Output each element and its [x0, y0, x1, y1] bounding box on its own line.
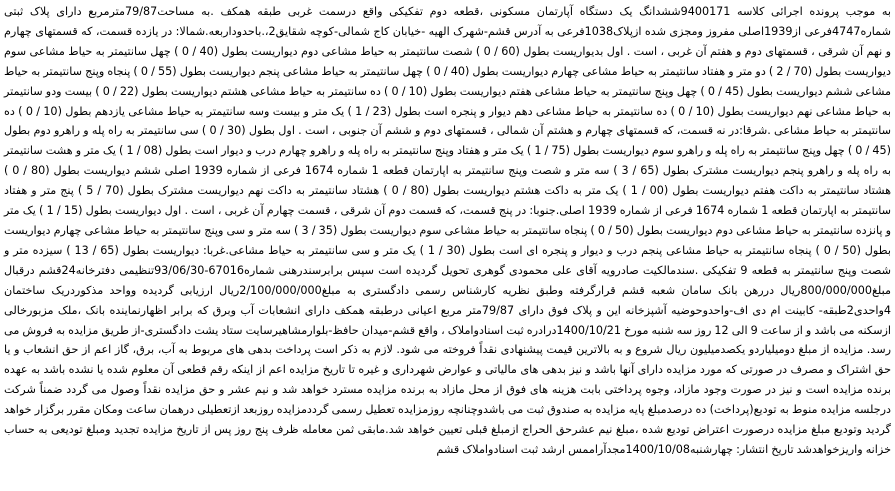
- auction-notice-text: به موجب پرونده اجرائی کلاسه 9400171ششدانگ یک دستگاه آپارتمان مسکونی ،قطعه دوم تفکیکی واقع درسمت غربی طبقه همکف .به مساحت79/87مترمربع دارای پلاک ثبتی شماره4747فرعی از1939اصلی مفروز ومجزی شده ازپلاک1038فرعی به آدرس قشم-شهرک الهیه -خیابان کاج شمالی-کوچه شقایق2،.باحدوداربعه.شمالا: در یازده قسمت، که قسمتهای چهارم و نهم آن شرقی ، قسمتهای دوم و هفتم آن غربی ، است . اول بدیواریست بطول (60 / 0 ) شصت سانتیمتر به حیاط مشاعی دوم دیواریست بطول (40 / 0 ) چهل سانتیمتر به حیاط مشاعی سوم دیواریست بطول (70 / 2 ) دو متر و هفتاد سانتیمتر به حیاط مشاعی چهارم دیواریست بطول (40 / 0 ) چهل سانتیمتر به حیاط مشاعی پنجم دیواریست بطول (55 / 0 ) پنجاه وپنج سانتیمتر به حیاط مشاعی ششم دیواریست بطول (45 / 0 ) چهل وپنج سانتیمتر به حیاط مشاعی هفتم دیواریست بطول (10 / 0 ) ده سانتیمتر به حیاط مشاعی هشتم دیواریست بطول (22 / 0 ) بیست ودو سانتیمتر به حیاط مشاعی نهم دیواریست بطول (10 / 0 ) ده سانتیمتر به حیاط مشاعی دهم دیوار و پنجره است بطول (23 / 1 ) یک متر و بیست وسه سانتیمتر به حیاط مشاعی یازدهم بطول (10 / 0 ) ده سانتیمتر به حیاط مشاعی .شرقا:در نه قسمت، که قسمتهای چهارم و هشتم آن شمالی ، قسمتهای دوم و ششم آن جنوبی ، است . اول بطول (30 / 0 ) سی سانتیمتر به راه پله و راهرو دوم بطول (45 / 0 ) چهل وپنج سانتیمتر به راه پله و راهرو سوم دیواریست بطول (75 / 1 ) یک متر و هفتاد وپنج سانتیمتر به راه پله و راهرو چهارم درب و دیوار است بطول (08 / 1 ) یک متر و هشت سانتیمتر به راه پله و راهرو پنجم دیواریست مشترک بطول (65 / 3 ) سه متر و شصت وپنج سانتیمتر به اپارتمان قطعه 1 شماره 1674 فرعی از شماره 1939 اصلی ششم دیواریست بطول (80 / 0 ) هشتاد سانتیمتر به داکت هفتم دیواریست بطول (00 / 1 ) یک متر به داکت هشتم دیواریست بطول (80 / 0 ) هشتاد سانتیمتر به داکت نهم دیواریست مشترک بطول (70 / 5 ) پنج متر و هفتاد سانتیمتر به اپارتمان قطعه 1 شماره 1674 فرعی از شماره 1939 اصلی.جنوبا: در پنج قسمت، که قسمت دوم آن شرقی ، قسمت چهارم آن غربی ، است . اول دیواریست بطول (15 / 1 ) یک متر و پانزده سانتیمتر به حیاط مشاعی دوم دیواریست بطول (50 / 0 ) پنجاه سانتیمتر به حیاط مشاعی سوم دیواریست بطول (35 / 3 ) سه متر و سی وپنج سانتیمتر به حیاط مشاعی چهارم دیواریست بطول (50 / 0 ) پنجاه سانتیمتر به حیاط مشاعی پنجم درب و دیوار و پنجره ای است بطول (30 / 1 ) یک متر و سی سانتیمتر به حیاط مشاعی.غربا: دیواریست بطول (65 / 13 ) سیزده متر و شصت وپنج سانتیمتر به قطعه 9 تفکیکی .سندمالکیت صادرویه آقای علی محمودی گوهری تحویل گردیده است سپس برابرسندرهنی شماره67016-93/06/30تنظیمی دفترخانه24قشم درقبال مبلغ800/000/000ریال دررهن بانک سامان شعبه قشم قرارگرفته وطبق نظریه کارشناس رسمی دادگستری به مبلغ2/100/000/000ریال ارزیابی گردیده وواحد مذکوردریک ساختمان 4واحدی2طبقه- کابینت ام دی اف-واحدوحوضیه آشپزخانه این و پلاک فوق دارای 79/87متر مربع اعیانی درطبقه همکف دارای انشعابات آب وبرق که برابر اظهارنماینده بانک ،ملک مزبورخالی ازسکنه می باشد و از ساعت 9 الی 12 روز سه شنبه مورخ 1400/10/21درادره ثبت اسنادواملاک ، واقع قشم-میدان حافظ-بلوارمشاهیرسایت ستاد یشت دادگستری-از طریق مزایده به فروش می رسد. مزایده از مبلغ دومیلیاردو یکصدمیلیون ریال شروع و به بالاترین قیمت پیشنهادی نقداً فروخته می شود. لازم به ذکر است پرداخت بدهی های مربوط به آب، برق، گاز اعم از حق انشعاب و یا حق اشتراک و مصرف در صورتی که مورد مزایده دارای آنها باشد و نیز بدهی های مالیاتی و عوارض شهرداری و غیره تا تاریخ مزایده اعم از اینکه رقم قطعی آن معلوم شده یا نشده باشد به عهده برنده مزایده است و نیز در صورت وجود مازاد، وجوه پرداختی بابت هزینه های فوق از محل مازاد به برنده مزایده مسترد خواهد شد و نیم عشر و حق مزایده نقداً وصول می گردد ضمناً شرکت درجلسه مزایده منوط به تودیع(پرداخت) ده درصدمبلغ پایه مزایده به صندوق ثبت می باشدوچنانچه روزمزایده تعطیل رسمی گرددمزایده روزبعد ازتعطیلی درهمان ساعت ومکان مقرر برگزار خواهد گردید وتودیع مبلغ مزایده درصورت اعتراض تودیع شده ،مبلغ نیم عشرحق الحراج ازمبلغ قبلی تعیین خواهد شد.مابقی ثمن معامله ظرف پنج روز پس از تاریخ مزایده تجدید ومبلغ تودیعی به حساب خزانه واریزخواهدشد تاریخ انتشار: چهارشنبه1400/10/08مجدآراممس ارشد ثبت اسنادواملاک قشم: [4, 5, 891, 456]
